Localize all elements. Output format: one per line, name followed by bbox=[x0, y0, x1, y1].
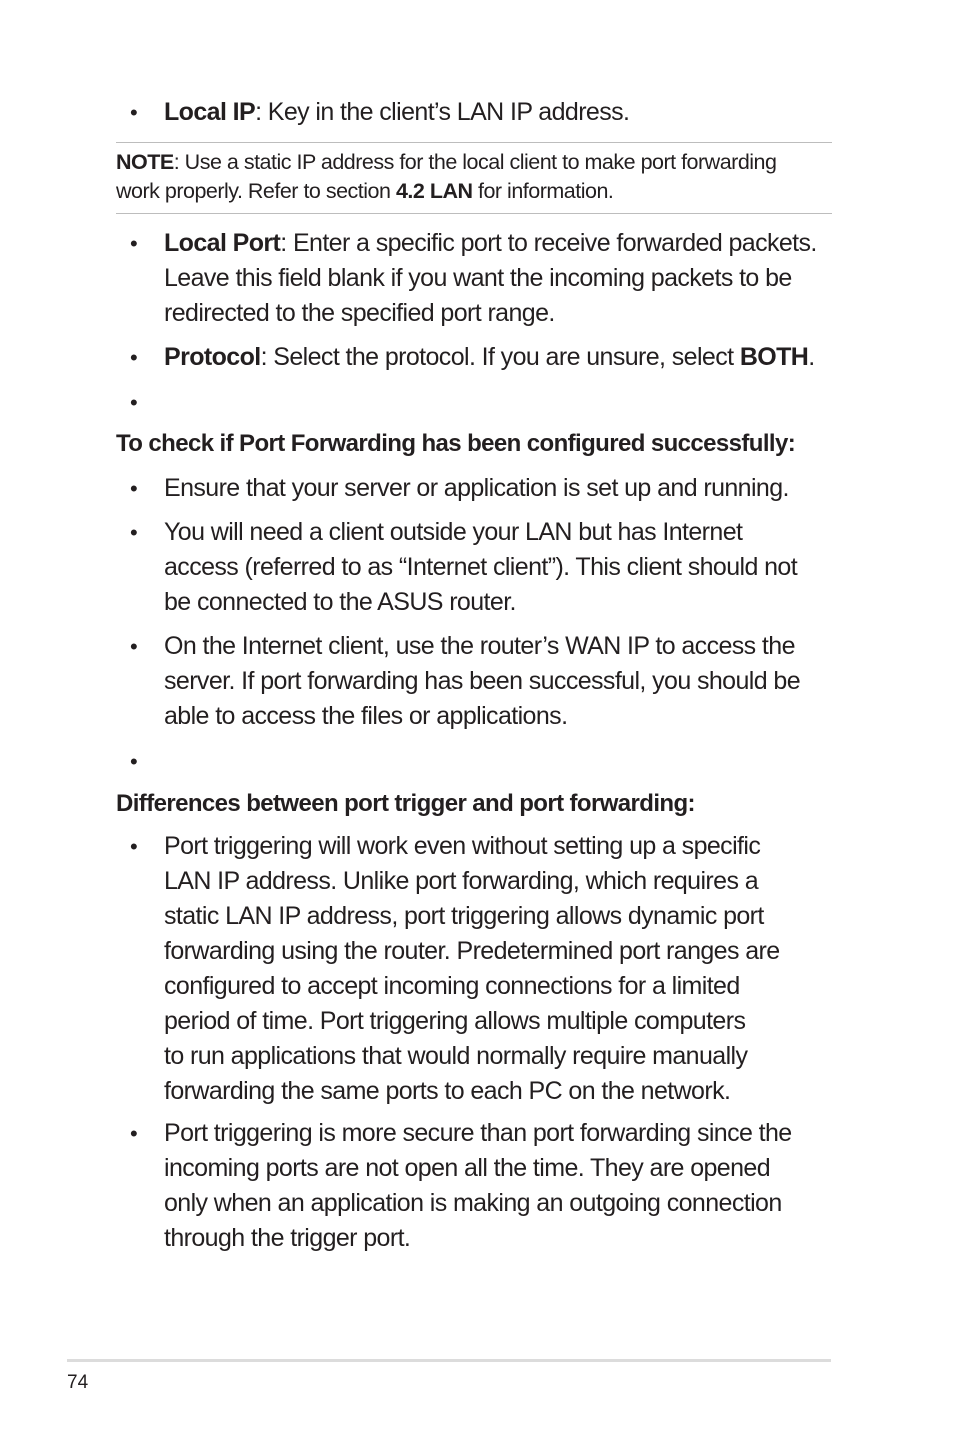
bullet: • bbox=[130, 520, 138, 545]
note-section-ref: 4.2 LAN bbox=[395, 179, 473, 203]
term-local-port: Local Port bbox=[164, 229, 281, 257]
bullet: • bbox=[130, 476, 138, 501]
bullet: • bbox=[130, 634, 138, 659]
bullet: • bbox=[130, 749, 138, 774]
bullet: • bbox=[130, 345, 138, 370]
note-label: NOTE bbox=[116, 150, 174, 174]
bullet: • bbox=[130, 100, 138, 125]
term-local-ip: Local IP bbox=[164, 98, 256, 126]
page-number: 74 bbox=[67, 1372, 89, 1393]
heading-check-port-forwarding: To check if Port Forwarding has been configured successfully: bbox=[116, 430, 796, 457]
heading-differences: Differences between port trigger and port forwarding: bbox=[116, 790, 695, 817]
bullet: • bbox=[130, 1121, 138, 1146]
desc-local-ip: : Key in the client’s LAN IP address. bbox=[255, 98, 630, 126]
bullet: • bbox=[130, 834, 138, 859]
bullet: • bbox=[130, 390, 138, 415]
note-box: NOTE: Use a static IP address for the local client to make port forwarding work properly. Refer to section 4.2 LAN for information. bbox=[116, 142, 832, 214]
bullet: • bbox=[130, 231, 138, 256]
protocol-value: BOTH bbox=[739, 343, 809, 371]
term-protocol: Protocol bbox=[164, 343, 261, 371]
footer-divider bbox=[67, 1359, 831, 1362]
